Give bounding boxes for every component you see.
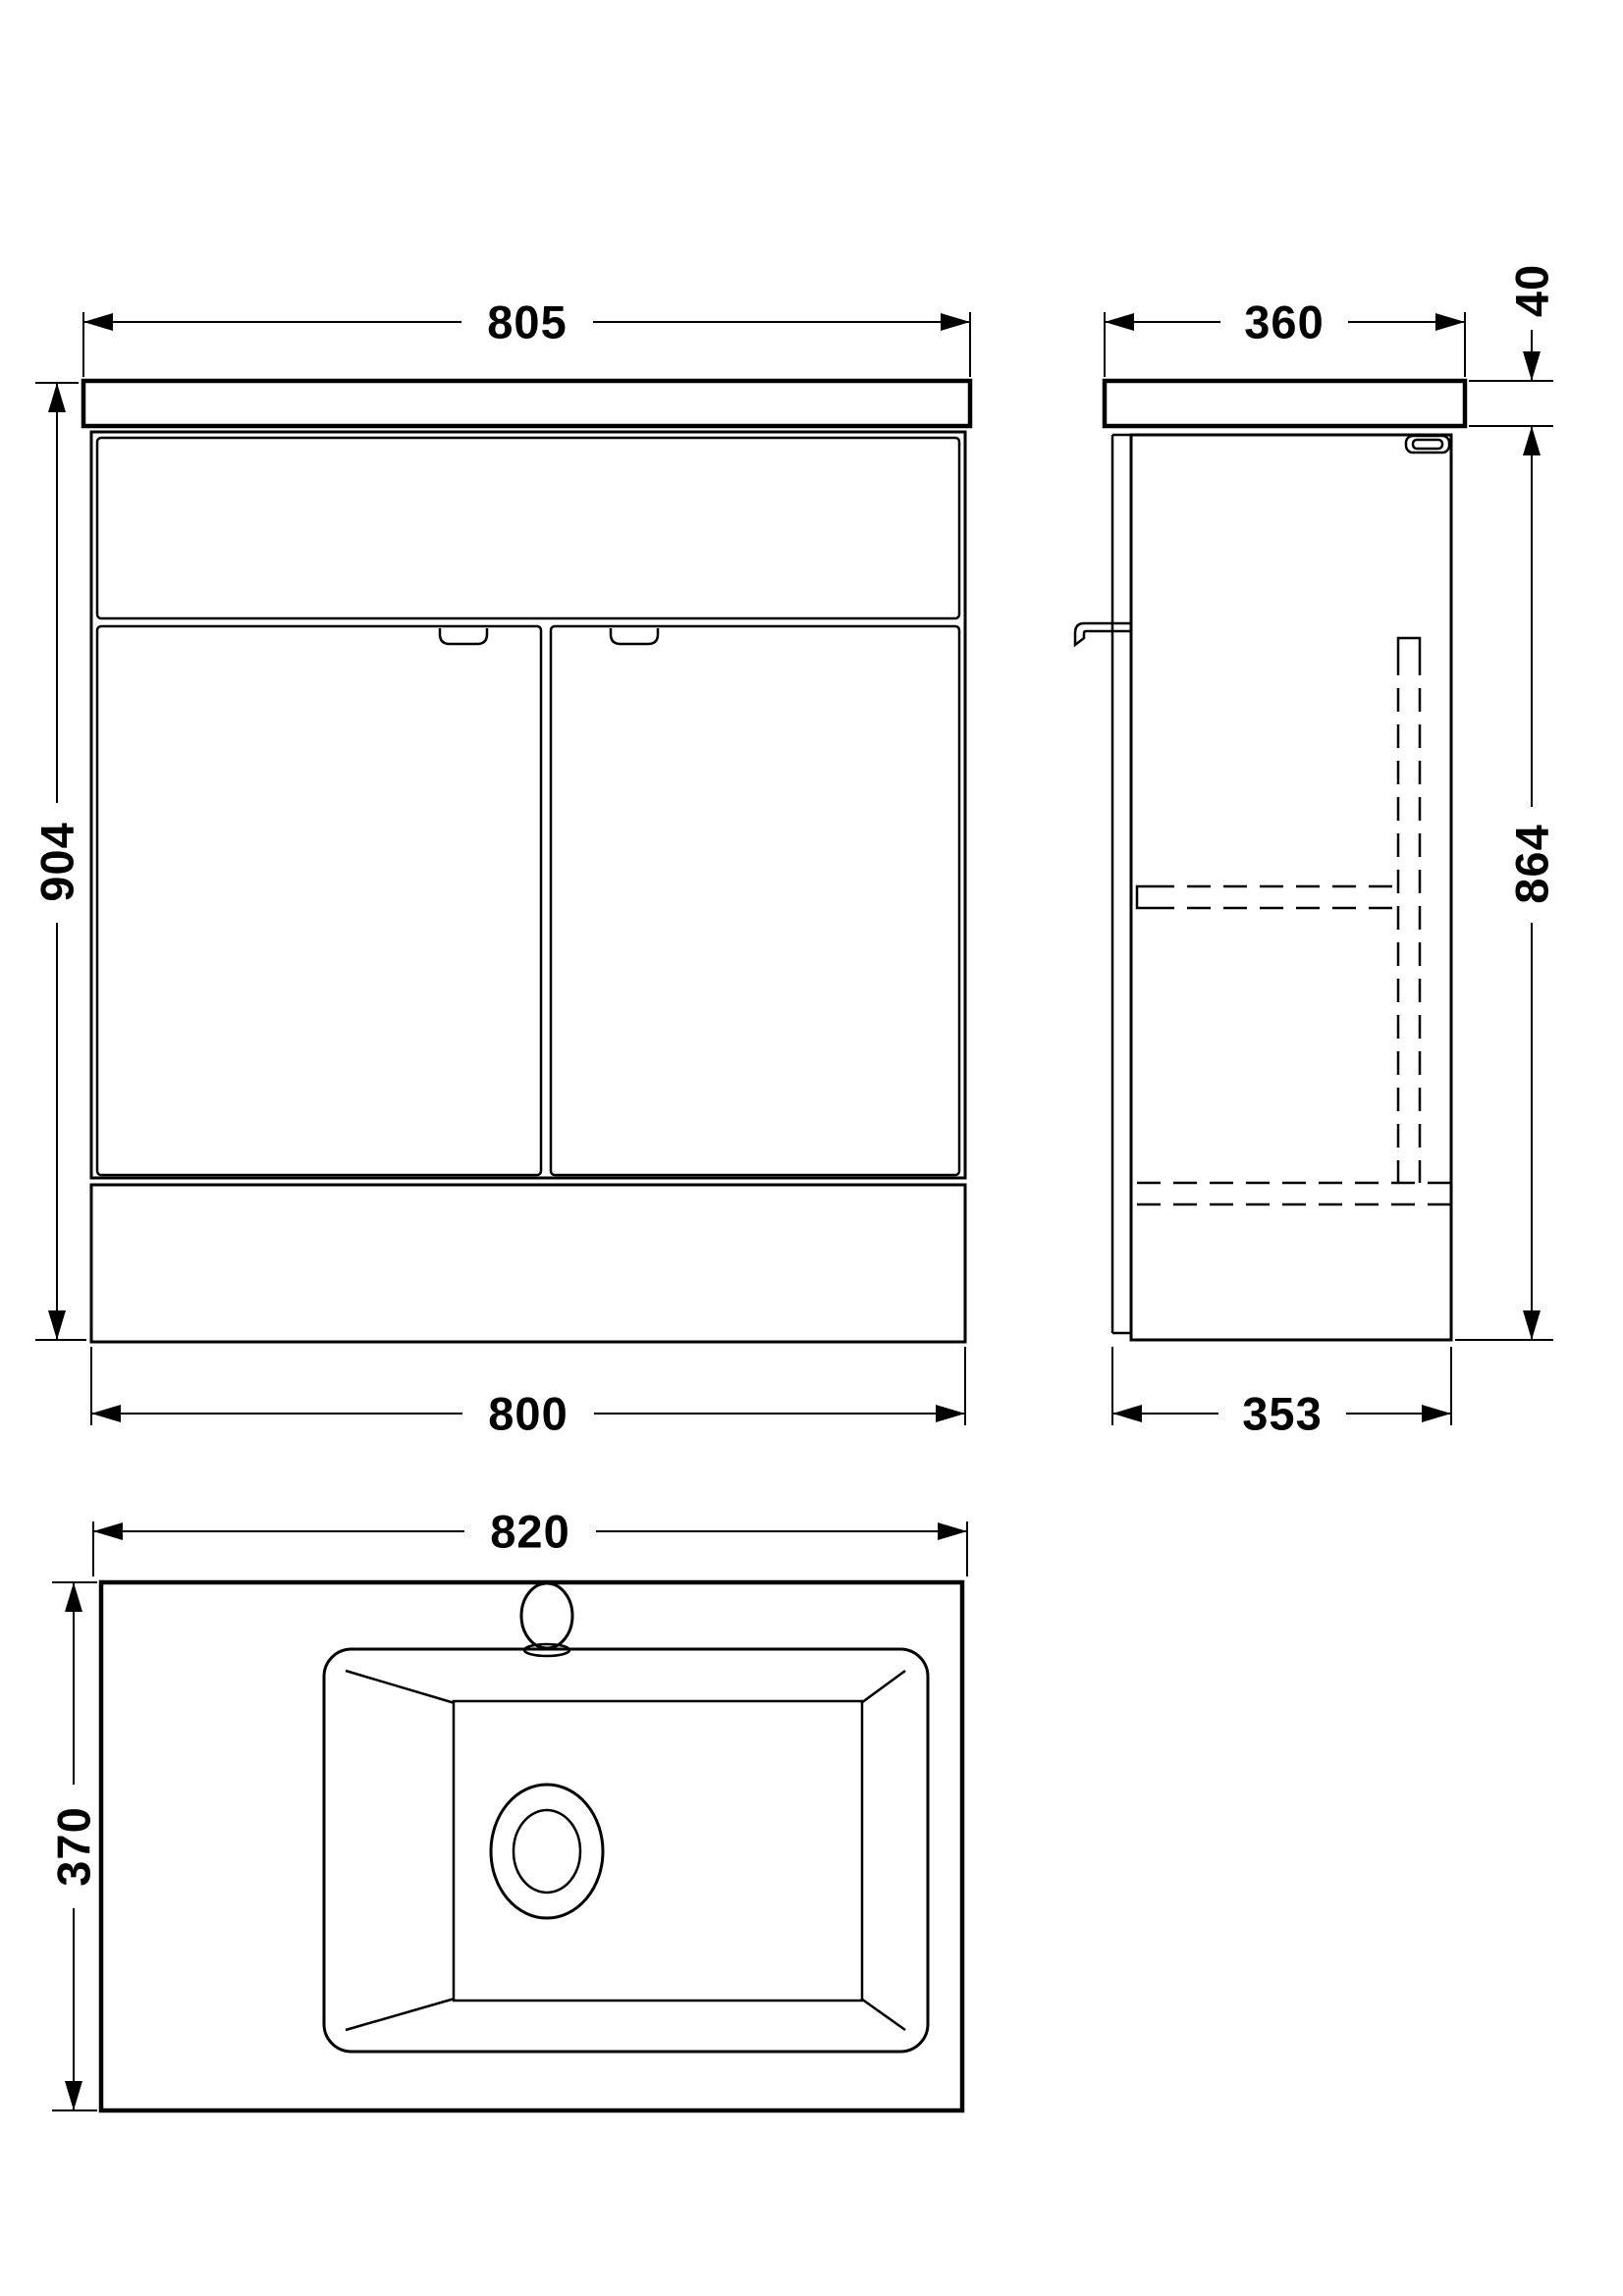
front-plinth xyxy=(91,1185,965,1342)
basin-corner-line-tr xyxy=(861,1671,905,1703)
dim-label-front-bottom-width: 800 xyxy=(480,1391,575,1437)
side-view xyxy=(1075,381,1465,1340)
basin-bowl-bottom xyxy=(454,1701,862,2001)
dim-label-side-top-depth: 360 xyxy=(1236,299,1331,346)
front-right-door xyxy=(551,626,959,1175)
basin-corner-line-bl xyxy=(346,1999,455,2030)
front-view xyxy=(83,381,970,1342)
side-hidden-rail-cap xyxy=(1398,638,1420,652)
dim-label-basin-depth: 370 xyxy=(51,1798,97,1894)
basin-outer-edge xyxy=(101,1582,962,2110)
side-fixing-clip-inner xyxy=(1413,440,1442,449)
front-upper-panel xyxy=(97,438,959,618)
dim-label-side-cabinet-height: 864 xyxy=(1509,816,1555,911)
dim-label-side-bottom-depth: 353 xyxy=(1234,1391,1329,1437)
side-shelf-cap xyxy=(1137,886,1151,908)
dimension-40 xyxy=(1469,330,1553,426)
basin-rim xyxy=(324,1649,928,2052)
dim-label-front-height: 904 xyxy=(34,814,81,909)
front-left-door xyxy=(97,626,541,1175)
dim-label-basin-width: 820 xyxy=(482,1509,577,1555)
basin-corner-line-br xyxy=(861,1999,905,2030)
dim-label-front-top-width: 805 xyxy=(479,299,574,346)
basin-tap-hole xyxy=(521,1583,572,1648)
front-countertop xyxy=(83,381,970,426)
front-cabinet-body xyxy=(91,432,965,1178)
basin-drain-inner xyxy=(514,1810,580,1893)
basin-corner-line-tl xyxy=(346,1671,455,1703)
front-left-door-handle xyxy=(440,628,487,644)
basin-plan-view xyxy=(101,1582,962,2110)
side-countertop xyxy=(1105,381,1465,426)
dim-label-side-counter-thickness: 40 xyxy=(1509,256,1555,325)
basin-drain-outer xyxy=(491,1785,603,1918)
side-handle-profile xyxy=(1075,623,1131,645)
front-right-door-handle xyxy=(611,628,658,644)
